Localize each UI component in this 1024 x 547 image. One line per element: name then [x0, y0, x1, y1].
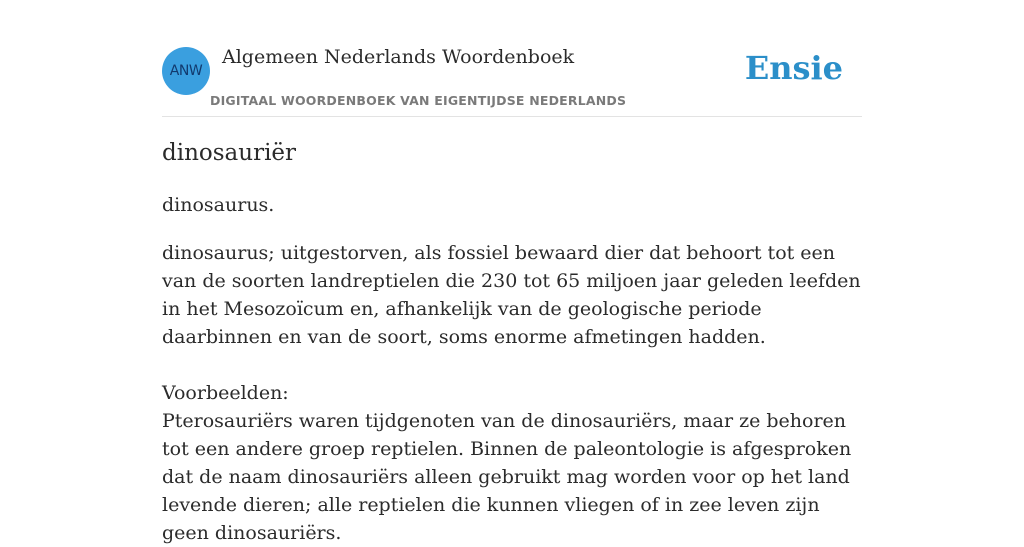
- ensie-brand-logo[interactable]: Ensie: [744, 49, 843, 87]
- short-definition: dinosaurus.: [162, 194, 275, 216]
- entry-title: dinosauriër: [162, 140, 297, 166]
- entry-body: [162, 239, 862, 547]
- definition-text: dinosaurus; uitgestorven, als fossiel bewaard dier dat behoort tot een van de soorten landreptielen die 230 tot 65 miljoen jaar geleden leefden in het Mesozoïcum en, afhankelijk van de geologische periode daarbinnen en van de soort, soms enorme afmetingen hadden.: [162, 242, 861, 348]
- site-header: [162, 46, 862, 117]
- anw-logo[interactable]: [162, 47, 210, 95]
- examples-label: Voorbeelden:: [162, 382, 289, 404]
- paragraph-spacer: [162, 351, 862, 379]
- site-title[interactable]: Algemeen Nederlands Woordenboek: [222, 46, 575, 68]
- examples-text: Pterosauriërs waren tijdgenoten van de dinosauriërs, maar ze behoren tot een andere groep reptielen. Binnen de paleontologie is afgesproken dat de naam dinosauriërs alleen gebruikt mag worden voor op het land levende dieren; alle reptielen die kunnen vliegen of in zee leven zijn geen dinosauriërs.: [162, 410, 852, 544]
- site-subtitle: DIGITAAL WOORDENBOEK VAN EIGENTIJDSE NEDERLANDS: [210, 93, 627, 108]
- logo-text: ANW: [169, 63, 203, 79]
